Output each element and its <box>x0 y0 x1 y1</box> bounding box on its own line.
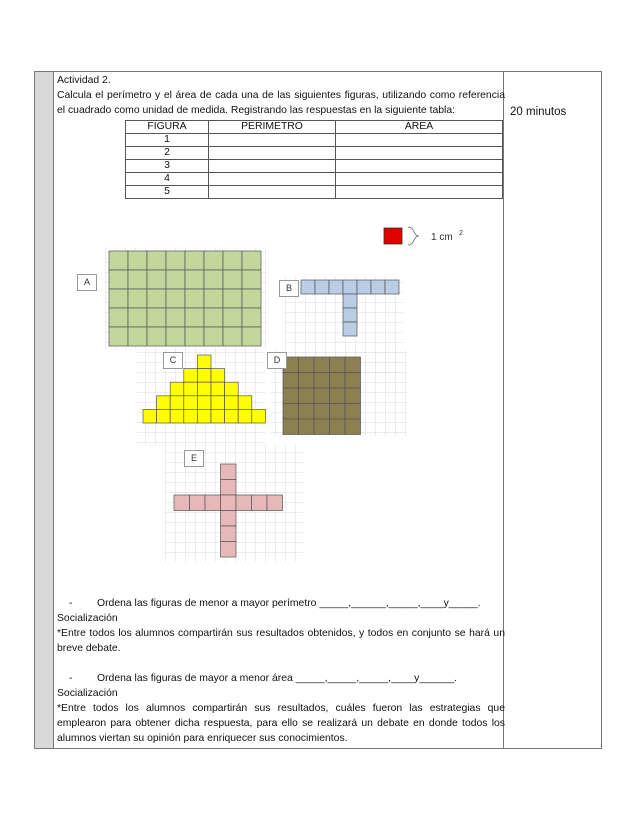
figure-e-label: E <box>184 450 204 467</box>
figure-cell <box>314 404 330 420</box>
figure-cell <box>204 251 223 270</box>
figure-cell <box>211 396 225 410</box>
figure-cell <box>330 419 346 435</box>
figure-cell <box>345 404 361 420</box>
figure-cell <box>345 419 361 435</box>
table-row <box>126 186 503 199</box>
figure-cell <box>221 480 237 496</box>
table-row <box>126 147 503 160</box>
figure-cell <box>205 495 221 511</box>
figure-cell <box>109 270 128 289</box>
header-area: ÁREA <box>336 121 503 134</box>
figure-cell <box>197 382 211 396</box>
unit-square-icon <box>384 228 402 244</box>
activity-title: Actividad 2. <box>57 75 111 86</box>
social1-title: Socialización <box>57 613 118 624</box>
figure-cell <box>225 396 239 410</box>
figure-cell <box>184 396 198 410</box>
area-order-item: - Ordena las figuras de mayor a menor área _____,_____,_____,____y______. <box>69 673 457 684</box>
figure-cell <box>185 270 204 289</box>
figure-cell <box>345 388 361 404</box>
figure-d <box>267 350 407 436</box>
row-figure-number: 2 <box>126 147 209 160</box>
time-label: 20 minutos <box>510 106 567 118</box>
figure-d-label: D <box>267 352 287 369</box>
perimeter-cell[interactable] <box>209 147 336 160</box>
results-header-row <box>126 121 503 134</box>
figure-e <box>165 444 303 562</box>
figures-illustration <box>75 222 515 592</box>
social1-text: *Entre todos los alumnos compartirán sus resultados obtenidos, y todos en conjunto se hará un breve debate. <box>57 628 505 654</box>
figure-cell <box>211 382 225 396</box>
figure-cell <box>128 308 147 327</box>
figure-cell <box>157 396 171 410</box>
figure-cell <box>299 388 315 404</box>
figure-cell <box>330 357 346 373</box>
figure-cell <box>221 526 237 542</box>
figure-cell <box>190 495 206 511</box>
figure-cell <box>371 280 385 294</box>
figure-cell <box>223 327 242 346</box>
perimeter-order-item: - Ordena las figuras de menor a mayor perímetro _____,______,_____,____y_____. <box>69 598 481 609</box>
figure-cell <box>283 373 299 389</box>
figure-cell <box>211 369 225 383</box>
area-cell[interactable] <box>336 160 503 173</box>
figure-cell <box>314 388 330 404</box>
figure-cell <box>166 251 185 270</box>
figure-cell <box>109 308 128 327</box>
figure-cell <box>204 270 223 289</box>
figure-cell <box>314 419 330 435</box>
figure-cell <box>147 289 166 308</box>
area-cell[interactable] <box>336 147 503 160</box>
figure-cell <box>225 409 239 423</box>
header-figura: FIGURA <box>126 121 209 134</box>
social2-title: Socialización <box>57 688 118 699</box>
figure-cell <box>236 495 252 511</box>
area-cell[interactable] <box>336 186 503 199</box>
figure-c-label: C <box>163 352 183 369</box>
figure-cell <box>221 542 237 558</box>
figure-cell <box>223 270 242 289</box>
figure-cell <box>267 495 283 511</box>
left-gray-column <box>35 72 54 748</box>
figure-cell <box>301 280 315 294</box>
figure-cell <box>147 270 166 289</box>
figure-cell <box>185 251 204 270</box>
figure-cell <box>197 396 211 410</box>
figure-cell <box>242 308 261 327</box>
figure-cell <box>204 308 223 327</box>
figure-cell <box>128 289 147 308</box>
figure-cell <box>299 404 315 420</box>
figure-cell <box>357 280 371 294</box>
figure-cell <box>221 511 237 527</box>
figure-a <box>77 247 267 349</box>
results-table <box>125 120 503 199</box>
figure-cell <box>185 308 204 327</box>
figure-cell <box>343 294 357 308</box>
figure-cell <box>157 409 171 423</box>
figure-cell <box>109 327 128 346</box>
figure-cell <box>170 382 184 396</box>
unit-legend <box>384 227 463 245</box>
figure-cell <box>329 280 343 294</box>
figure-cell <box>197 355 211 369</box>
figure-cell <box>223 251 242 270</box>
figure-cell <box>223 289 242 308</box>
figure-cell <box>221 464 237 480</box>
figure-cell <box>166 289 185 308</box>
figure-cell <box>385 280 399 294</box>
figure-cell <box>197 369 211 383</box>
figure-cell <box>185 289 204 308</box>
figure-cell <box>166 327 185 346</box>
perimeter-cell[interactable] <box>209 186 336 199</box>
figure-cell <box>299 373 315 389</box>
row-figure-number: 5 <box>126 186 209 199</box>
figure-cell <box>225 382 239 396</box>
figure-cell <box>314 357 330 373</box>
figure-cell <box>238 409 252 423</box>
unit-label: 1 cm <box>431 232 453 243</box>
figure-cell <box>299 419 315 435</box>
figure-cell <box>128 251 147 270</box>
figure-cell <box>147 308 166 327</box>
figure-cell <box>242 289 261 308</box>
figure-cell <box>184 382 198 396</box>
figure-cell <box>242 251 261 270</box>
activity-table <box>34 71 602 749</box>
spacer <box>57 656 505 671</box>
figure-cell <box>252 409 266 423</box>
figure-cell <box>330 388 346 404</box>
perimeter-cell[interactable] <box>209 160 336 173</box>
figure-cell <box>343 280 357 294</box>
figure-cell <box>343 322 357 336</box>
figure-b-label: B <box>279 280 299 297</box>
figure-cell <box>204 289 223 308</box>
figure-cell <box>109 289 128 308</box>
figure-cell <box>211 409 225 423</box>
row-figure-number: 1 <box>126 134 209 147</box>
figure-cell <box>242 327 261 346</box>
tasks-section <box>57 596 505 746</box>
figure-cell <box>223 308 242 327</box>
figure-cell <box>166 308 185 327</box>
table-row <box>126 134 503 147</box>
table-row <box>126 160 503 173</box>
row-figure-number: 3 <box>126 160 209 173</box>
social2-text: *Entre todos los alumnos compartirán sus resultados, cuáles fueron las estrategias que emplearon para obtener dicha respuesta, para ello se realizará un debate en donde todos los alumnos viertan su opinión para enriquecer sus conocimientos. <box>57 703 505 744</box>
figure-cell <box>147 327 166 346</box>
figure-cell <box>221 495 237 511</box>
figure-cell <box>143 409 157 423</box>
figure-cell <box>128 327 147 346</box>
figure-cell <box>170 396 184 410</box>
figure-cell <box>184 409 198 423</box>
figure-cell <box>238 396 252 410</box>
figure-cell <box>283 419 299 435</box>
area-cell[interactable] <box>336 134 503 147</box>
figure-cell <box>128 270 147 289</box>
figure-cell <box>204 327 223 346</box>
figure-cell <box>185 327 204 346</box>
figure-cell <box>283 388 299 404</box>
area-cell[interactable] <box>336 173 503 186</box>
figure-a-shape <box>109 251 261 346</box>
header-perimetro: PERIMETRO <box>209 121 336 134</box>
perimeter-cell[interactable] <box>209 134 336 147</box>
figure-cell <box>147 251 166 270</box>
figure-cell <box>283 404 299 420</box>
figure-cell <box>184 369 198 383</box>
area-order-text: Ordena las figuras de mayor a menor área _____,_____,_____,____y______. <box>97 673 457 684</box>
perimeter-order-text: Ordena las figuras de menor a mayor perímetro _____,______,_____,____y_____. <box>97 598 481 609</box>
activity-instructions: Calcula el perímetro y el área de cada una de las siguientes figuras, utilizando como referencia el cuadrado como unidad de medida. Registrando las respuestas en la siguiente tabla: <box>57 90 505 116</box>
perimeter-cell[interactable] <box>209 173 336 186</box>
figure-cell <box>170 409 184 423</box>
figure-cell <box>166 270 185 289</box>
figure-cell <box>252 495 268 511</box>
figure-cell <box>345 373 361 389</box>
figure-cell <box>343 308 357 322</box>
row-figure-number: 4 <box>126 173 209 186</box>
figure-cell <box>174 495 190 511</box>
figure-cell <box>345 357 361 373</box>
figure-cell <box>242 270 261 289</box>
figure-cell <box>299 357 315 373</box>
unit-exponent: 2 <box>459 230 463 237</box>
brace-icon <box>408 227 419 245</box>
time-column <box>503 72 601 748</box>
figure-c <box>137 349 265 445</box>
figure-cell <box>197 409 211 423</box>
activity-content <box>57 73 505 118</box>
figure-a-label: A <box>77 274 97 291</box>
figure-cell <box>330 404 346 420</box>
figure-cell <box>330 373 346 389</box>
figure-cell <box>315 280 329 294</box>
figure-cell <box>314 373 330 389</box>
figure-cell <box>109 251 128 270</box>
table-row <box>126 173 503 186</box>
figure-d-shape <box>283 357 361 435</box>
